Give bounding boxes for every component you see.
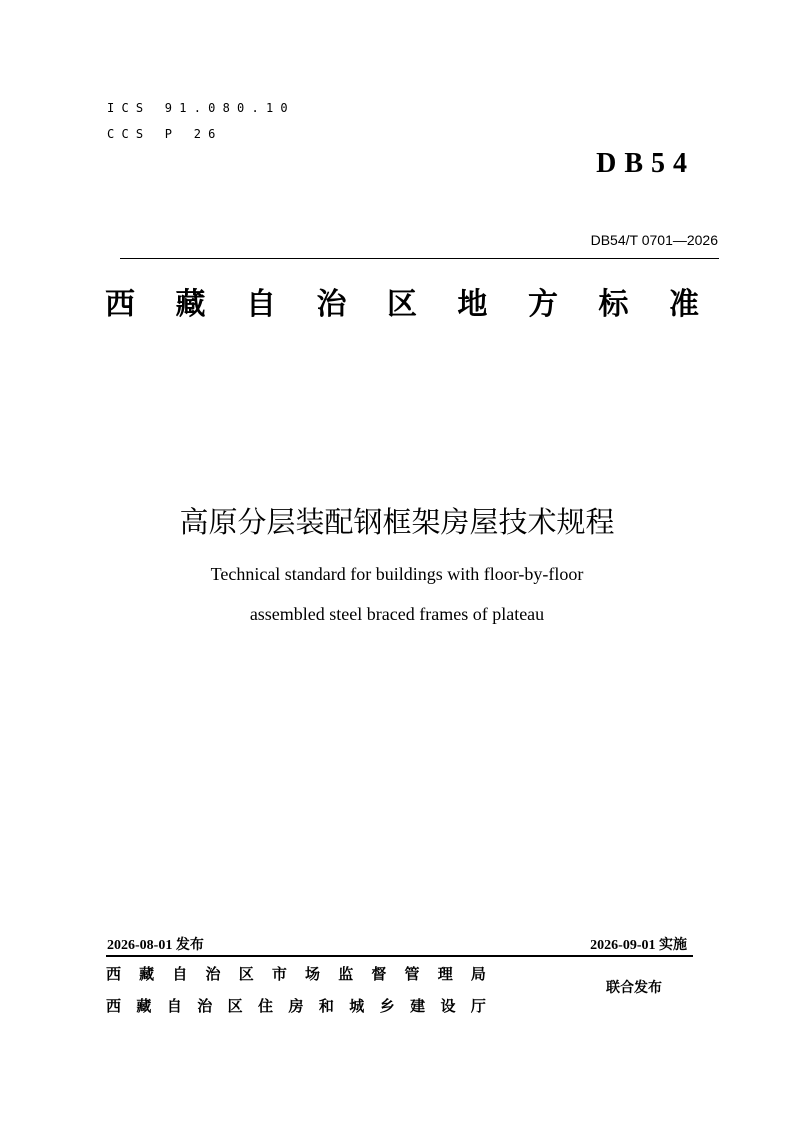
char: 方 bbox=[528, 287, 558, 322]
char: 自 bbox=[246, 287, 276, 322]
char: 自 bbox=[172, 965, 188, 983]
char: 区 bbox=[238, 965, 254, 983]
char: 场 bbox=[305, 965, 321, 983]
chinese-title: 高原分层装配钢框架房屋技术规程 bbox=[179, 505, 615, 539]
char: 西 bbox=[106, 965, 122, 983]
db-code: DB54 bbox=[596, 148, 695, 179]
char: 准 bbox=[669, 287, 699, 322]
char: 城 bbox=[349, 997, 365, 1015]
char: 治 bbox=[205, 965, 221, 983]
char: 厅 bbox=[470, 997, 486, 1015]
joint-release-label: 联合发布 bbox=[606, 980, 662, 996]
char: 监 bbox=[338, 965, 354, 983]
char: 地 bbox=[457, 287, 488, 322]
char: 督 bbox=[371, 965, 387, 983]
bottom-divider bbox=[106, 955, 693, 957]
char: 管 bbox=[404, 965, 420, 983]
char: 乡 bbox=[379, 997, 395, 1015]
implementation-date: 2026-09-01 实施 bbox=[590, 938, 687, 953]
char: 和 bbox=[318, 997, 334, 1015]
char: 局 bbox=[470, 965, 486, 983]
char: 设 bbox=[440, 997, 456, 1015]
region-standard-title bbox=[105, 283, 699, 327]
char: 藏 bbox=[139, 965, 155, 983]
char: 住 bbox=[258, 997, 274, 1015]
ics-code: I C S 9 1 . 0 8 0 . 1 0 bbox=[107, 101, 288, 115]
char: 西 bbox=[105, 287, 135, 322]
issuer-market-regulation bbox=[106, 964, 486, 984]
char: 理 bbox=[437, 965, 453, 983]
char: 藏 bbox=[136, 997, 152, 1015]
char: 区 bbox=[227, 997, 243, 1015]
char: 建 bbox=[410, 997, 426, 1015]
char: 自 bbox=[166, 997, 182, 1015]
issuer-housing-construction bbox=[106, 996, 486, 1016]
top-divider bbox=[120, 258, 719, 259]
char: 治 bbox=[197, 997, 213, 1015]
standard-number: DB54/T 0701—2026 bbox=[590, 232, 718, 248]
char: 市 bbox=[271, 965, 287, 983]
char: 区 bbox=[387, 287, 417, 322]
char: 藏 bbox=[175, 287, 206, 322]
english-title-line1: Technical standard for buildings with floor-by-floor bbox=[210, 564, 584, 584]
ccs-code: C C S P 2 6 bbox=[107, 127, 216, 141]
char: 西 bbox=[106, 997, 122, 1015]
char: 治 bbox=[316, 287, 347, 322]
english-title-line2: assembled steel braced frames of plateau bbox=[249, 604, 545, 624]
issue-date: 2026-08-01 发布 bbox=[107, 938, 204, 953]
char: 房 bbox=[288, 997, 304, 1015]
char: 标 bbox=[598, 287, 629, 322]
